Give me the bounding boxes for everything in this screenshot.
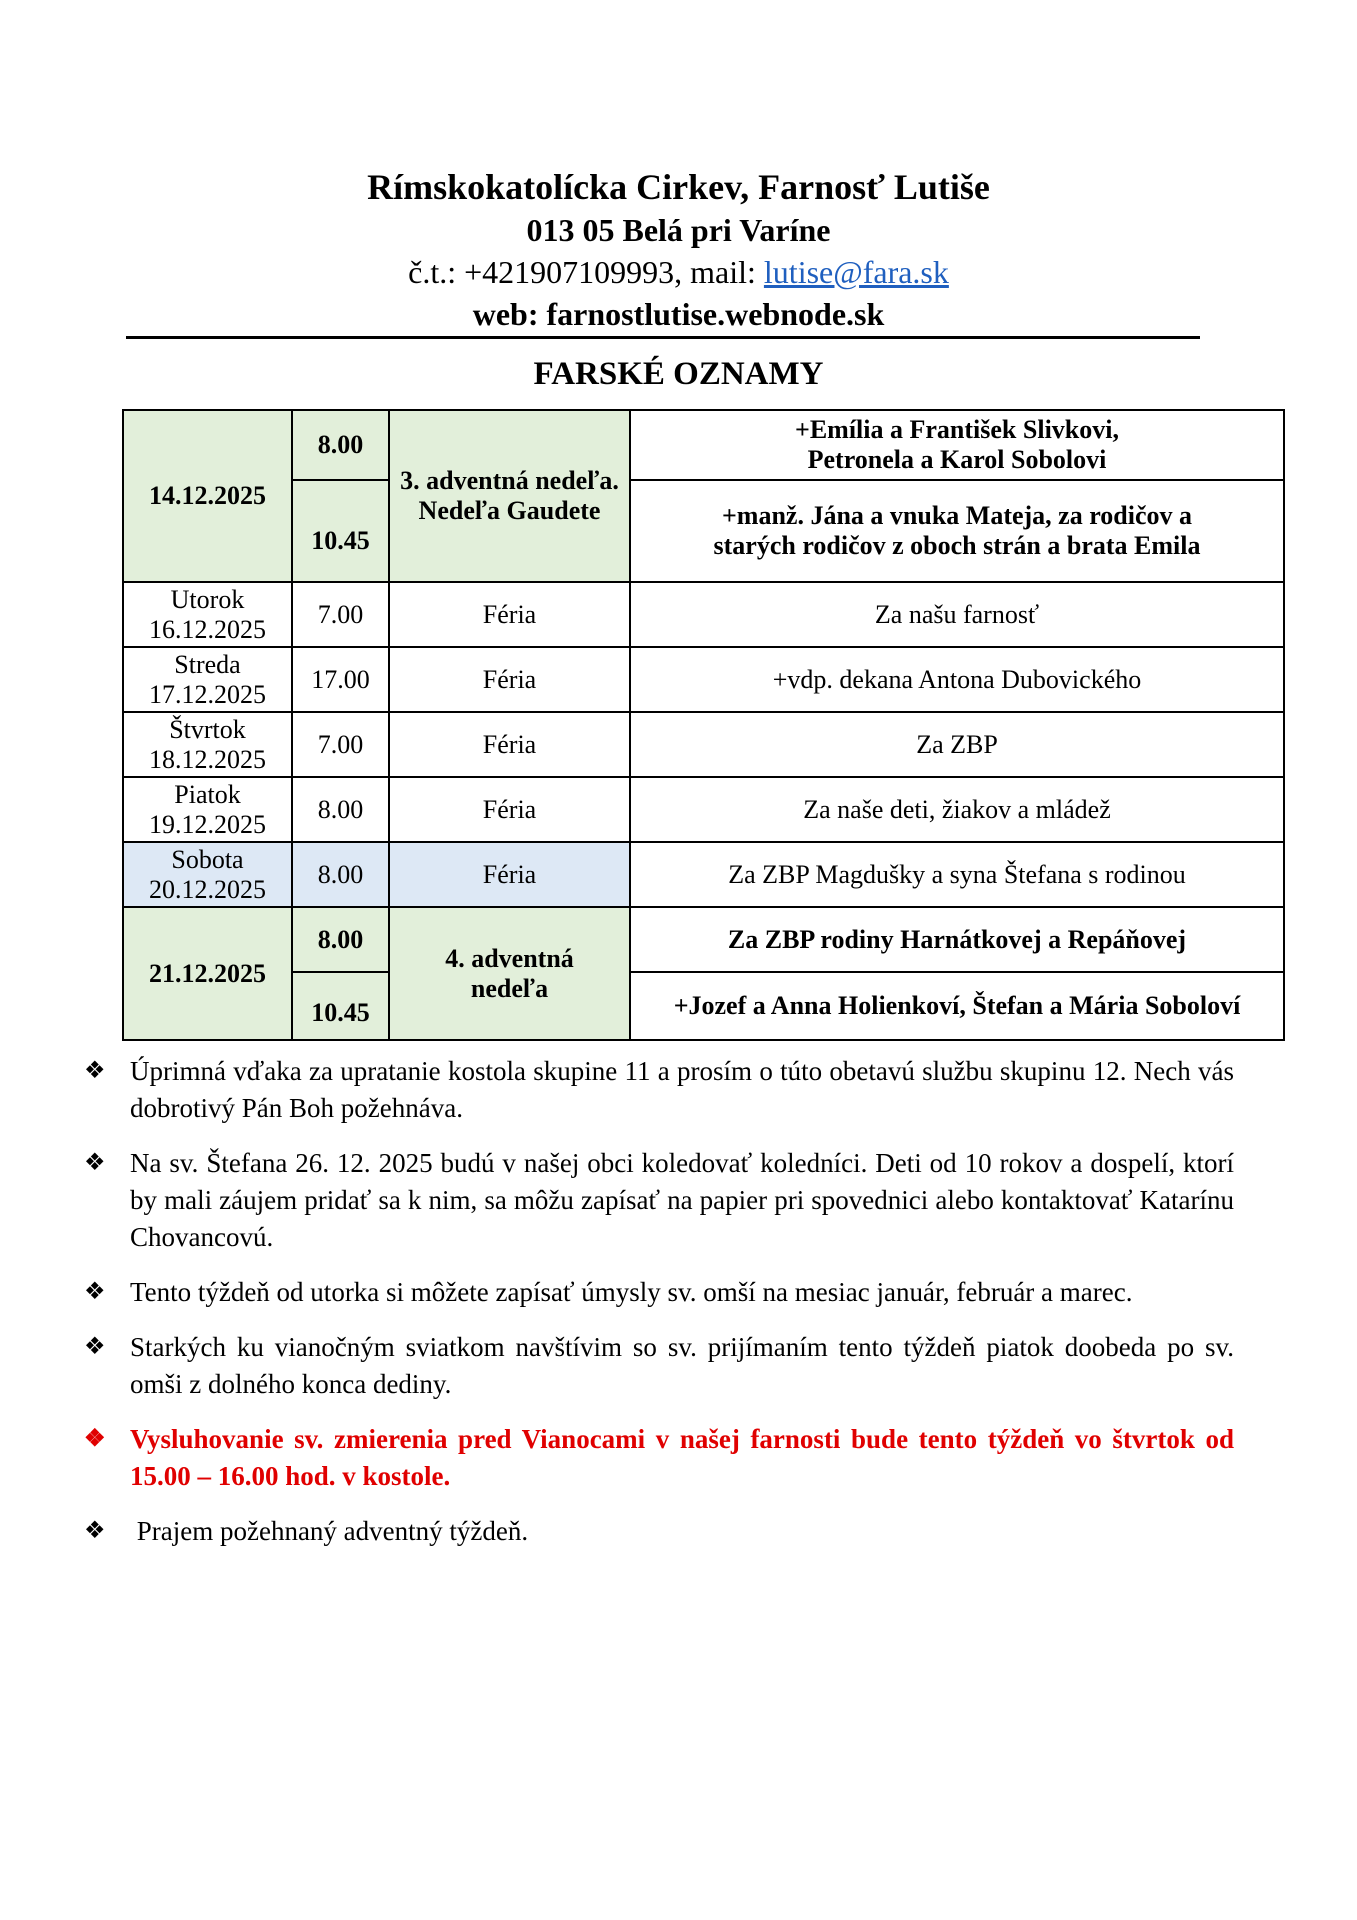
day-name: Štvrtok (169, 714, 246, 744)
intention-cell: Za ZBP (630, 712, 1284, 777)
time-cell: 10.45 (292, 972, 389, 1040)
parish-contact (0, 254, 1357, 291)
day-name: Piatok (174, 779, 241, 809)
intention-cell: +manž. Jána a vnuka Mateja, za rodičov a starých rodičov z oboch strán a brata Emila (630, 480, 1284, 582)
celebration-cell: Féria (389, 777, 630, 842)
parish-website[interactable]: web: farnostlutise.webnode.sk (472, 296, 885, 332)
diamond-bullet-icon: ❖ (84, 1426, 106, 1452)
intention-cell: Za ZBP rodiny Harnátkovej a Repáňovej (630, 907, 1284, 972)
day-date: 20.12.2025 (149, 874, 266, 904)
day-cell (123, 712, 292, 777)
parish-address: 013 05 Belá pri Varíne (526, 212, 831, 248)
diamond-bullet-icon: ❖ (84, 1058, 106, 1084)
announcements-list (84, 1053, 1234, 1568)
celebration-cell: 3. adventná nedeľa. Nedeľa Gaudete (389, 410, 630, 582)
announcement-item (84, 1329, 1234, 1403)
time-cell: 7.00 (292, 712, 389, 777)
section-title: FARSKÉ OZNAMY (533, 356, 824, 392)
day-cell (123, 647, 292, 712)
parish-title: Rímskokatolícka Cirkev, Farnosť Lutiše (367, 167, 990, 207)
date-cell: 14.12.2025 (123, 410, 292, 582)
announcement-item (84, 1513, 1234, 1550)
table-row (123, 712, 1284, 777)
table-row (123, 647, 1284, 712)
time-cell: 7.00 (292, 582, 389, 647)
table-row (123, 972, 1284, 1040)
table-row (123, 582, 1284, 647)
celebration-cell: Féria (389, 842, 630, 907)
announcement-text: Starkých ku vianočným sviatkom navštívim so sv. prijímaním tento týždeň piatok doobeda po sv. omši z dolného konca dediny. (130, 1332, 1234, 1399)
celebration-cell: Féria (389, 582, 630, 647)
day-name: Sobota (171, 844, 244, 874)
intention-cell: +vdp. dekana Antona Dubovického (630, 647, 1284, 712)
diamond-bullet-icon: ❖ (84, 1518, 106, 1544)
mass-schedule-table (122, 409, 1285, 1041)
intention-cell: +Emília a František Slivkovi, Petronela a Karol Sobolovi (630, 410, 1284, 480)
day-cell (123, 842, 292, 907)
header-divider (126, 336, 1200, 339)
diamond-bullet-icon: ❖ (84, 1279, 106, 1305)
intention-cell: Za našu farnosť (630, 582, 1284, 647)
day-cell (123, 777, 292, 842)
day-date: 16.12.2025 (149, 614, 266, 644)
diamond-bullet-icon: ❖ (84, 1150, 106, 1176)
table-row (123, 480, 1284, 582)
time-cell: 8.00 (292, 907, 389, 972)
announcement-text: Vysluhovanie sv. zmierenia pred Vianocami v našej farnosti bude tento týždeň vo štvrtok od 15.00 – 16.00 hod. v kostole. (130, 1424, 1234, 1491)
intention-cell: Za naše deti, žiakov a mládež (630, 777, 1284, 842)
time-cell: 8.00 (292, 410, 389, 480)
email-link[interactable]: lutise@fara.sk (763, 254, 949, 290)
time-cell: 17.00 (292, 647, 389, 712)
date-cell: 21.12.2025 (123, 907, 292, 1040)
time-cell: 8.00 (292, 842, 389, 907)
announcement-item (84, 1145, 1234, 1256)
day-date: 18.12.2025 (149, 744, 266, 774)
day-name: Streda (174, 649, 241, 679)
diamond-bullet-icon: ❖ (84, 1334, 106, 1360)
celebration-cell: Féria (389, 712, 630, 777)
phone-label: č.t.: +421907109993, mail: (408, 254, 764, 290)
announcement-item-highlighted (84, 1421, 1234, 1495)
announcement-item (84, 1053, 1234, 1127)
announcement-text: Prajem požehnaný adventný týždeň. (130, 1516, 529, 1546)
announcement-text: Tento týždeň od utorka si môžete zapísať úmysly sv. omší na mesiac január, február a marec. (130, 1277, 1133, 1307)
time-cell: 8.00 (292, 777, 389, 842)
intention-cell: Za ZBP Magdušky a syna Štefana s rodinou (630, 842, 1284, 907)
day-cell (123, 582, 292, 647)
table-row (123, 777, 1284, 842)
day-name: Utorok (170, 584, 245, 614)
celebration-cell: 4. adventná nedeľa (389, 907, 630, 1040)
announcement-text: Na sv. Štefana 26. 12. 2025 budú v našej obci koledovať koledníci. Deti od 10 rokov a dospelí, ktorí by mali záujem pridať sa k nim, sa môžu zapísať na papier pri spovednici alebo kontaktovať Katarínu Chovancovú. (130, 1148, 1234, 1252)
announcement-text: Úprimná vďaka za upratanie kostola skupine 11 a prosím o túto obetavú službu skupinu 12. Nech vás dobrotivý Pán Boh požehnáva. (130, 1056, 1234, 1123)
table-row (123, 842, 1284, 907)
day-date: 17.12.2025 (149, 679, 266, 709)
announcement-item (84, 1274, 1234, 1311)
day-date: 19.12.2025 (149, 809, 266, 839)
intention-cell: +Jozef a Anna Holienkoví, Štefan a Mária Soboloví (630, 972, 1284, 1040)
table-row (123, 410, 1284, 480)
table-row (123, 907, 1284, 972)
celebration-cell: Féria (389, 647, 630, 712)
time-cell: 10.45 (292, 480, 389, 582)
